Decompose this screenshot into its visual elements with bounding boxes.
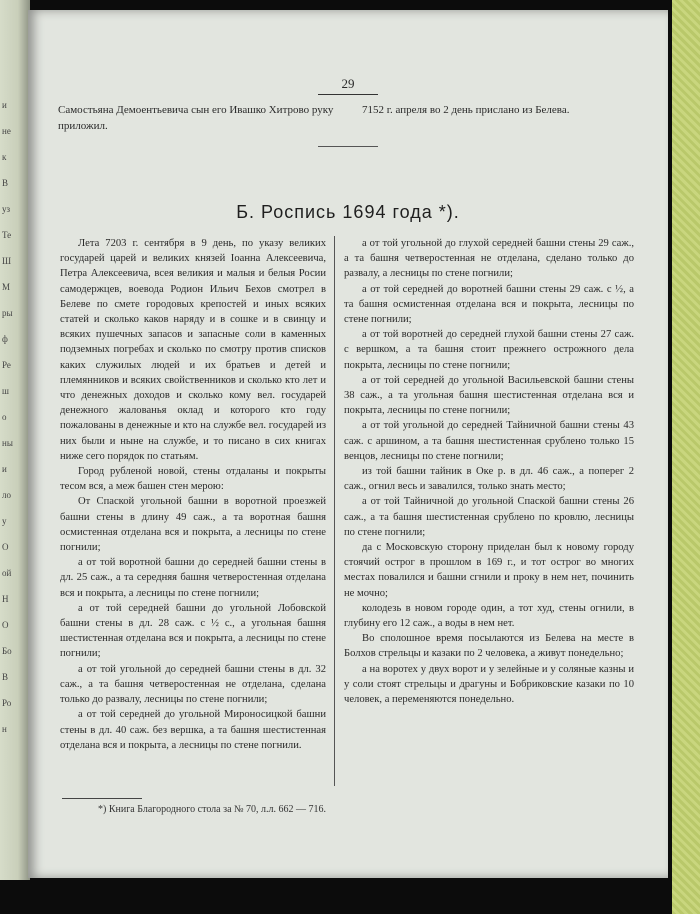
left-page-fragment: ны bbox=[2, 438, 13, 448]
paragraph: а от той угольной до середней Тайничной башни стены 43 саж. с аршином, а та башня шестистенная срублено только 15 венцов, лесницы по стене погнили; bbox=[344, 420, 634, 462]
paragraph: От Спаской угольной башни в воротной проезжей башни стены в длину 49 саж., а та воротная башня осмистенная отделана вся и покрыта, а лесницы по стене погнили; bbox=[60, 496, 326, 554]
left-page-fragment: О bbox=[2, 620, 9, 630]
paragraph: а от той середней башни до угольной Лобовской башни стены в дл. 28 саж. с ½ с., а угольная башня шестистенная отделана вся и покрыта, а лесницы по стене погнили; bbox=[60, 602, 326, 660]
left-page-fragment: ш bbox=[2, 386, 9, 396]
paragraph: Лета 7203 г. сентября в 9 день, по указу великих государей царей и великих князей Іоанна Алексеевича, Петра Алексеевича, всея великия и малыя и белыя Росии самодержцев, воевода Родион Ильич Бехов смотрел в Белеве по смете городовых крепостей и иных всяких статей и сколько каков наряду и в сошке и в свинцу и всяких пушечных запасов и запасные соли в каменных подземных погребах и сколько по смотру против списков каких служилых людей и их братьев и детей и племянников и всяких свойственников и сколько кто лет и что денежных доходов и сколько кому вел. государей денежного жалованья оклад и которого кто году пожалованы в денежные и кто на службе вел. государей из них были и ныне на службе, и то писано в сих книгах ниже сего порядок по статьям. bbox=[60, 238, 326, 462]
right-column bbox=[344, 236, 634, 707]
left-page-fragment: ф bbox=[2, 334, 8, 344]
left-page-fragment: М bbox=[2, 282, 11, 292]
page-number-rule bbox=[318, 94, 378, 95]
continuation-left: Самостьяна Демоентьевича сын его Ивашко Хитрово руку приложил. bbox=[58, 104, 334, 132]
document-page bbox=[28, 10, 668, 878]
paragraph: а от той середней до угольной Мироносицкой башни стены в дл. 40 саж. без вершка, а та башня шестистенная отделана вся и покрыта, а лесницы по стене погнили. bbox=[60, 709, 326, 751]
left-page-fragment: у bbox=[2, 516, 7, 526]
paragraph: а от той угольной до глухой середней башни стены 29 саж., а та башня четверостенная не отделана, сделано только до развалу, а лесницы по стене погнили; bbox=[344, 238, 634, 280]
left-page-fragment: ой bbox=[2, 568, 12, 578]
left-page-fragment: н bbox=[2, 724, 7, 734]
paragraph: Город рубленой новой, стены отдаланы и покрыты тесом вся, а меж башен стен мерою: bbox=[60, 466, 326, 493]
left-page-fragment: не bbox=[2, 126, 11, 136]
left-page-fragment: и bbox=[2, 100, 7, 110]
top-divider bbox=[318, 146, 378, 147]
left-page-fragment: ры bbox=[2, 308, 13, 318]
left-page-fragment: Ре bbox=[2, 360, 11, 370]
left-page-fragment: О bbox=[2, 542, 9, 552]
column-divider bbox=[334, 236, 335, 786]
left-page-fragment: и bbox=[2, 464, 7, 474]
book-cover-edge bbox=[672, 0, 700, 914]
continuation-right: 7152 г. апреля во 2 день прислано из Белева. bbox=[362, 104, 570, 116]
left-page-fragment: о bbox=[2, 412, 7, 422]
left-page-fragment: Те bbox=[2, 230, 12, 240]
paragraph: Во сполошное время посылаются из Белева на месте в Болхов стрельцы и казаки по 2 человека, а живут понедельно; bbox=[344, 633, 634, 660]
page-number: 29 bbox=[341, 76, 355, 91]
left-page-fragment: ло bbox=[2, 490, 11, 500]
left-page-fragment: Бо bbox=[2, 646, 12, 656]
paragraph: а на воротех у двух ворот и у зелейные и у соляные казны и у соли стоят стрельцы и драгуны и Бобриковские казаки по 10 человек, а переменяются понедельно. bbox=[344, 663, 634, 706]
left-column bbox=[60, 236, 326, 753]
left-page-fragment: Ш bbox=[2, 256, 12, 266]
left-page-fragment: Н bbox=[2, 594, 9, 604]
left-page-fragment: В bbox=[2, 178, 9, 188]
paragraph: а от той воротней до середней глухой башни стены 27 саж. с вершком, а та башня стоит прежнего острожного дела покрыта, лесницы по стене погнили; bbox=[344, 329, 634, 371]
paragraph: а от той Тайничной до угольной Спаской башни стены 26 саж., а та башня шестистенная срублено по кровлю, лесницы по стене погнили; bbox=[344, 496, 634, 538]
paragraph: а от той середней до угольной Васильевской башни стены 38 саж., а та угольная башня шестистенная отделана вся и покрыта, лесницы по стене погнили; bbox=[344, 374, 634, 417]
paragraph: да с Московскую сторону приделан был к новому городу стоячий острог в прошлом в 169 г., и тот острог во многих местах повалился и башни сгнили и проку в нем нет, починить не мочно; bbox=[344, 542, 634, 599]
footnote: *) Книга Благородного стола за № 70, л.л. 662 — 716. bbox=[98, 804, 327, 815]
paragraph: из той башни тайник в Оке р. в дл. 46 саж., а поперег 2 саж., огнил весь и завалился, только знать место; bbox=[344, 466, 634, 493]
section-title: Б. Роспись 1694 года *). bbox=[236, 202, 460, 222]
left-page-fragment: уз bbox=[2, 204, 11, 214]
footnote-rule bbox=[62, 798, 142, 799]
paragraph: а от той угольной до середней башни стены в дл. 32 саж., а та башня четверостенная не отделана, сделана только до развалу, лесницы по стене погнили; bbox=[60, 663, 326, 706]
left-page-edge bbox=[0, 0, 30, 880]
left-page-fragment: Ро bbox=[2, 698, 12, 708]
paragraph: колодезь в новом городе один, а тот худ, стены огнили, в глубину его 12 саж., а воды в нем нет. bbox=[344, 602, 634, 630]
paragraph: а от той воротной башни до середней башни стены в дл. 25 саж., а та середняя башня четверостенная отделана вся и покрыта, а лесницы по стене погнили; bbox=[60, 557, 326, 599]
left-page-fragment: к bbox=[2, 152, 7, 162]
paragraph: а от той середней до воротней башни стены 29 саж. с ½, а та башня осмистенная отделана вся и покрыта, лесницы по стене погнили; bbox=[344, 283, 634, 326]
left-page-fragment: В bbox=[2, 672, 9, 682]
